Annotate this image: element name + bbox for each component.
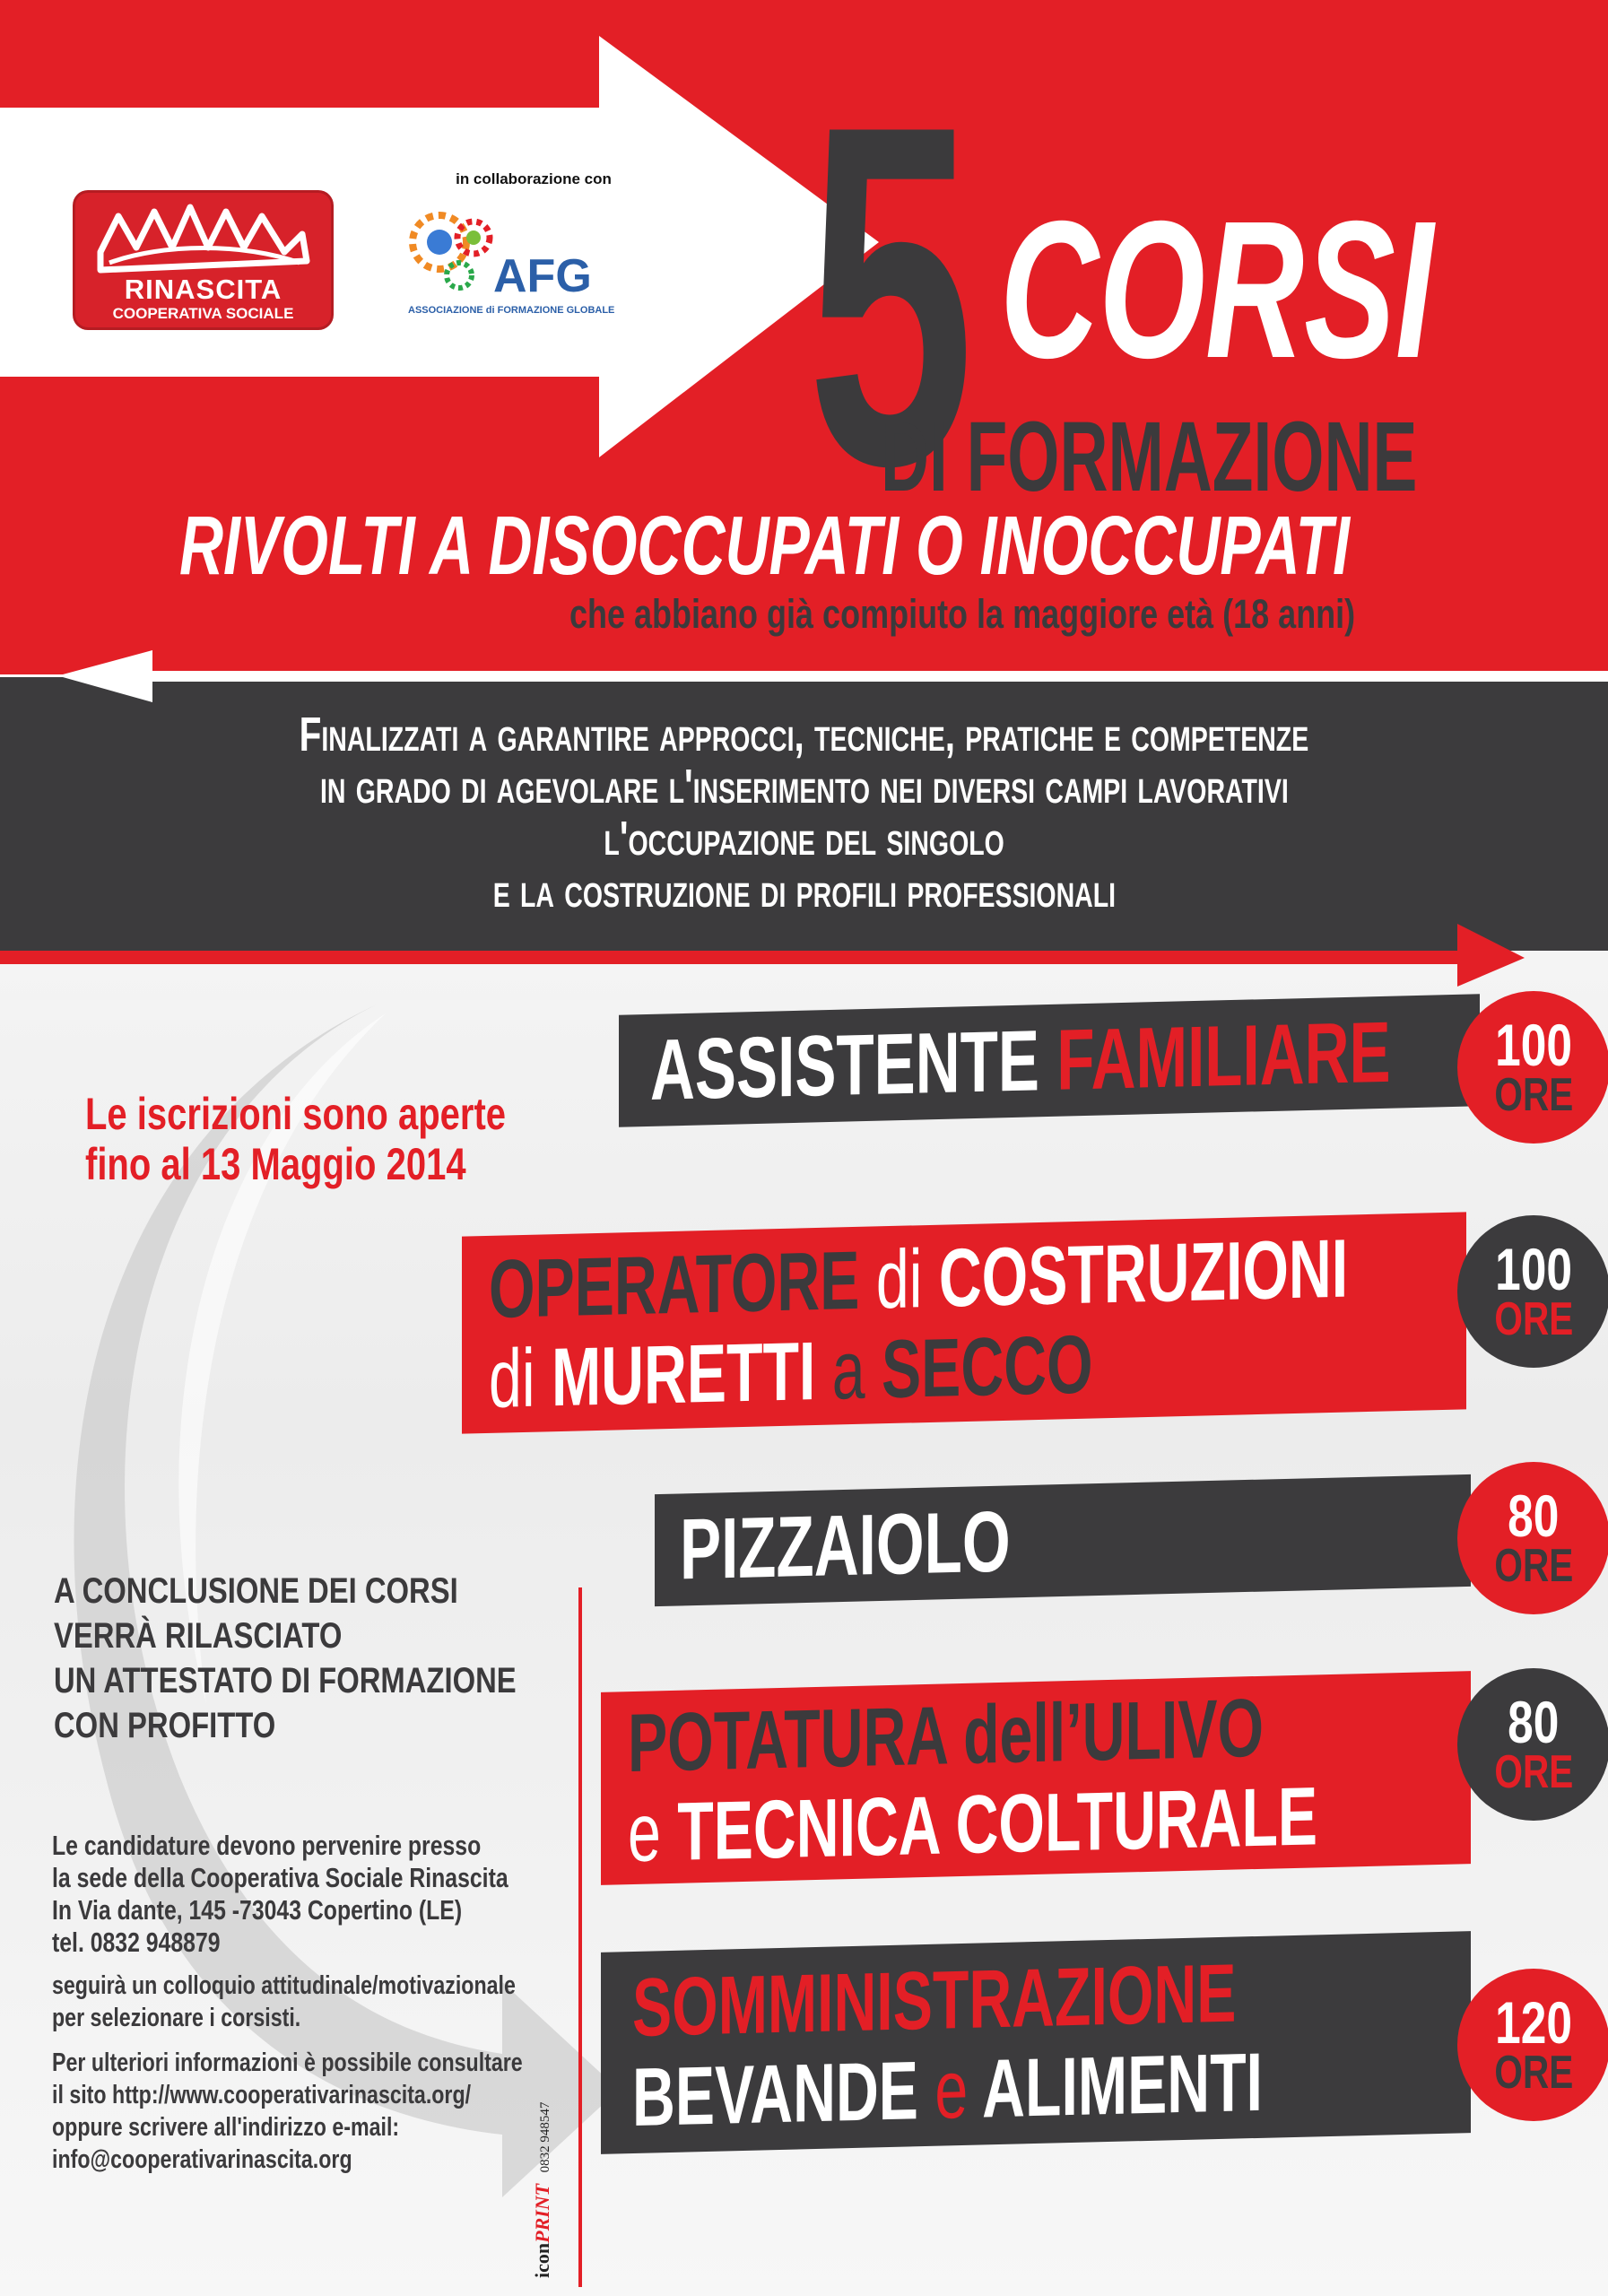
contact-line-7: Per ulteriori informazioni è possibile consultare bbox=[52, 2048, 523, 2077]
corsi-wrap bbox=[1000, 181, 1608, 399]
printer-credit bbox=[531, 2102, 554, 2278]
course-muretti-band bbox=[462, 1212, 1466, 1433]
course-4-hours-badge bbox=[1457, 1668, 1608, 1821]
gears-icon bbox=[404, 202, 502, 300]
course-2-hours-unit: ORE bbox=[1494, 1292, 1573, 1345]
enrollment-line-2: fino al 13 Maggio 2014 bbox=[85, 1139, 466, 1189]
formazione-title: DI FORMAZIONE bbox=[881, 402, 1418, 512]
rinascita-name: RINASCITA bbox=[124, 274, 282, 305]
course-2-part-7: SECCO bbox=[881, 1318, 1093, 1416]
left-arrow-shape bbox=[0, 650, 1608, 702]
afg-name: AFG bbox=[493, 250, 592, 302]
goals-text bbox=[0, 707, 1608, 918]
contact-website: il sito http://www.cooperativarinascita.org/ bbox=[52, 2081, 472, 2109]
contact-line-4: tel. 0832 948879 bbox=[52, 1926, 221, 1958]
contact-line-3: In Via dante, 145 -73043 Copertino (LE) bbox=[52, 1894, 463, 1926]
course-1-hours-badge bbox=[1457, 991, 1608, 1144]
course-2-hours-badge bbox=[1457, 1215, 1608, 1368]
course-2-line-2 bbox=[489, 1319, 1093, 1423]
contact-line-2: la sede della Cooperativa Sociale Rinascita bbox=[52, 1862, 508, 1893]
target-title: RIVOLTI A DISOCCUPATI O INOCCUPATI bbox=[179, 499, 1350, 592]
course-5-part-4: ALIMENTI bbox=[982, 2036, 1263, 2135]
goals-line-4: e la costruzione di profili professionali bbox=[492, 864, 1116, 918]
contact-line-1: Le candidature devono pervenire presso bbox=[52, 1830, 482, 1861]
corsi-title: CORSI bbox=[1000, 181, 1434, 399]
course-2-hours: 100 bbox=[1495, 1235, 1572, 1302]
course-4-line-1 bbox=[628, 1683, 1264, 1787]
contact-line-9: oppure scrivere all'indirizzo e-mail: bbox=[52, 2113, 400, 2142]
course-assistente-band bbox=[619, 994, 1480, 1126]
course-2-part-2: di bbox=[875, 1233, 923, 1326]
goals-line-2: in grado di agevolare l'inserimento nei diversi campi lavorativi bbox=[319, 760, 1289, 813]
target-wrap bbox=[179, 499, 1608, 592]
certificate-line-2: VERRÀ RILASCIATO bbox=[54, 1616, 343, 1656]
course-5-hours-badge bbox=[1457, 1969, 1608, 2121]
course-1-hours: 100 bbox=[1495, 1011, 1572, 1078]
course-3-hours-badge bbox=[1457, 1462, 1608, 1614]
course-1-title bbox=[650, 1003, 1391, 1119]
printer-name-b: PRINT bbox=[531, 2183, 553, 2243]
age-note-wrap bbox=[569, 591, 1552, 637]
course-5-hours-unit: ORE bbox=[1494, 2046, 1573, 2099]
certificate-line-3: UN ATTESTATO DI FORMAZIONE bbox=[54, 1661, 517, 1700]
contact-line-6: per selezionare i corsisti. bbox=[52, 2004, 301, 2032]
big-number: 5 bbox=[807, 25, 975, 566]
course-5-part-3: e bbox=[934, 2043, 969, 2136]
course-2-part-1: OPERATORE bbox=[489, 1234, 860, 1335]
afg-full-name: ASSOCIAZIONE di FORMAZIONE GLOBALE bbox=[408, 305, 615, 316]
rinascita-logo bbox=[75, 193, 331, 327]
course-3-title: PIZZAIOLO bbox=[680, 1492, 1011, 1597]
course-2-part-6: a bbox=[831, 1324, 865, 1417]
course-4-part-3: e bbox=[628, 1786, 661, 1879]
course-4-hours: 80 bbox=[1508, 1688, 1560, 1755]
goals-line-1: Finalizzati a garantire approcci, tecniche, pratiche e competenze bbox=[299, 708, 1309, 761]
course-4-hours-unit: ORE bbox=[1494, 1745, 1573, 1798]
course-2-part-5: MURETTI bbox=[551, 1326, 816, 1424]
course-1-part-2: FAMILIARE bbox=[1056, 1004, 1391, 1109]
course-5-part-2: BEVANDE bbox=[632, 2044, 918, 2144]
rinascita-subtitle: COOPERATIVA SOCIALE bbox=[112, 305, 294, 322]
course-3-hours: 80 bbox=[1508, 1482, 1560, 1549]
enrollment-note bbox=[85, 1088, 611, 1188]
rinascita-hands-icon bbox=[91, 198, 316, 279]
certificate-line-1: A CONCLUSIONE DEI CORSI bbox=[54, 1571, 458, 1611]
course-5-line-2 bbox=[632, 2037, 1263, 2142]
course-2-part-3: COSTRUZIONI bbox=[938, 1222, 1349, 1325]
age-note: che abbiano già compiuto la maggiore età (18 anni) bbox=[569, 591, 1356, 637]
course-pizzaiolo-band bbox=[655, 1474, 1471, 1606]
afg-logo bbox=[399, 197, 641, 323]
certificate-line-4: CON PROFITTO bbox=[54, 1706, 276, 1745]
course-2-part-4: di bbox=[489, 1332, 535, 1425]
course-4-line-2 bbox=[628, 1771, 1317, 1878]
collab-label: in collaborazione con bbox=[456, 170, 612, 187]
enrollment-line-1: Le iscrizioni sono aperte bbox=[85, 1089, 507, 1139]
course-1-hours-unit: ORE bbox=[1494, 1068, 1573, 1121]
course-potatura-band bbox=[601, 1671, 1471, 1885]
formazione-wrap bbox=[881, 402, 1608, 512]
course-4-part-2: dell’ULIVO bbox=[963, 1682, 1265, 1781]
course-somministrazione-band bbox=[601, 1931, 1471, 2154]
course-1-part-1: ASSISTENTE bbox=[650, 1012, 1039, 1118]
course-4-part-1: POTATURA bbox=[628, 1689, 947, 1789]
goals-line-3: l'occupazione del singolo bbox=[604, 812, 1004, 865]
course-5-part-1: SOMMINISTRAZIONE bbox=[632, 1947, 1237, 2054]
printer-name-a: icon bbox=[531, 2242, 553, 2278]
certificate-note bbox=[54, 1571, 618, 1751]
course-5-hours: 120 bbox=[1495, 1988, 1572, 2056]
contact-email: info@cooperativarinascita.org bbox=[52, 2145, 352, 2174]
right-arrow-shape bbox=[0, 924, 1525, 987]
printer-phone: 0832 948547 bbox=[538, 2101, 552, 2173]
contact-line-5: seguirà un colloquio attitudinale/motivazionale bbox=[52, 1971, 516, 2000]
course-3-hours-unit: ORE bbox=[1494, 1539, 1573, 1592]
course-4-part-4: TECNICA COLTURALE bbox=[677, 1770, 1318, 1878]
